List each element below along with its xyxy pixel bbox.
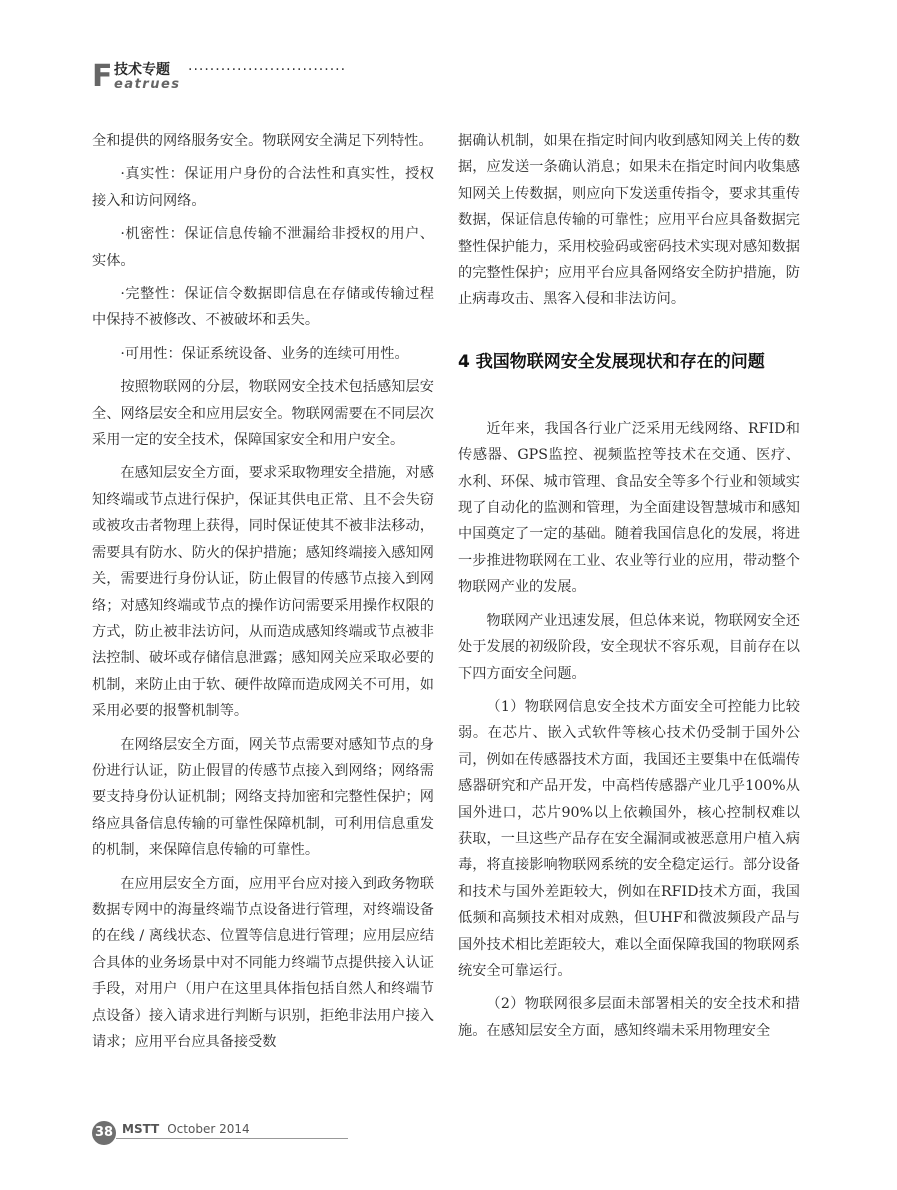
- paragraph: 按照物联网的分层，物联网安全技术包括感知层安全、网络层安全和应用层安全。物联网需要在不同层次采用一定的安全技术，保障国家安全和用户安全。: [92, 379, 434, 449]
- paragraph: 在网络层安全方面，网关节点需要对感知节点的身份进行认证，防止假冒的传感节点接入到网络；网络需要支持身份认证机制；网络支持加密和完整性保护；网络应具备信息传输的可靠性保障机制，可利用信息重发的机制，来保障信息传输的可靠性。: [92, 736, 434, 859]
- page-header: [92, 59, 412, 94]
- left-column: [92, 128, 434, 1062]
- paragraph: ·完整性：保证信令数据即信息在存储或传输过程中保持不被修改、不被破坏和丢失。: [92, 286, 434, 329]
- footer-rule: [116, 1138, 348, 1139]
- paragraph: ·可用性：保证系统设备、业务的连续可用性。: [120, 345, 409, 362]
- page-footer: [92, 1120, 347, 1150]
- paragraph: 全和提供的网络服务安全。物联网安全满足下列特性。: [92, 133, 433, 149]
- header-initial-logo: F: [92, 59, 113, 94]
- paragraph: 据确认机制，如果在指定时间内收到感知网关上传的数据，应发送一条确认消息；如果未在指定时间内收集感知网关上传数据，则应向下发送重传指令，要求其重传数据，保证信息传输的可靠性；应用平台应具备数据完整性保护能力，采用校验码或密码技术实现对感知数据的完整性保护；应用平台应具备网络安全防护措施，防止病毒攻击、黑客入侵和非法访问。: [458, 133, 800, 308]
- page-number-badge: 38: [92, 1121, 116, 1145]
- paragraph: 在应用层安全方面，应用平台应对接入到政务物联数据专网中的海量终端节点设备进行管理，对终端设备的在线 / 离线状态、位置等信息进行管理；应用层应结合具体的业务场景中对不同能力终端节点提供接入认证手段，对用户（用户在这里具体指包括自然人和终端节点设备）接入请求进行判断与识别，拒绝非法用户接入请求；应用平台应具备接受数: [92, 875, 434, 1050]
- paragraph: 在感知层安全方面，要求采取物理安全措施，对感知终端或节点进行保护，保证其供电正常、且不会失窃或被攻击者物理上获得，同时保证使其不被非法移动，需要具有防水、防火的保护措施；感知终端接入感知网关，需要进行身份认证，防止假冒的传感节点接入到网络；对感知终端或节点的操作访问需要采用操作权限的方式，防止被非法访问，从而造成感知终端或节点被非法控制、破坏或存储信息泄露；感知网关应采取必要的机制，来防止由于软、硬件故障而造成网关不可用，如采用必要的报警机制等。: [92, 465, 434, 720]
- paragraph: ·机密性：保证信息传输不泄漏给非授权的用户、实体。: [92, 226, 434, 269]
- paragraph: 近年来，我国各行业广泛采用无线网络、RFID和传感器、GPS监控、视频监控等技术在交通、医疗、水利、环保、城市管理、食品安全等多个行业和领域实现了自动化的监测和管理，为全面建设智慧城市和感知中国奠定了一定的基础。随着我国信息化的发展，将进一步推进物联网在工业、农业等行业的应用，带动整个物联网产业的发展。: [458, 420, 800, 596]
- paragraph: 物联网产业迅速发展，但总体来说，物联网安全还处于发展的初级阶段，安全现状不容乐观，目前存在以下四方面安全问题。: [458, 612, 800, 682]
- header-dot-leader: ·····························: [188, 62, 347, 78]
- section-subtitle: eatrues: [114, 77, 181, 92]
- section-heading: 4 我国物联网安全发展现状和存在的问题: [458, 351, 765, 372]
- issue-date: October 2014: [167, 1122, 250, 1136]
- paragraph: （1）物联网信息安全技术方面安全可控能力比较弱。在芯片、嵌入式软件等核心技术仍受制于国外公司，例如在传感器技术方面，我国还主要集中在低端传感器研究和产品开发，中高档传感器产业几乎100%从国外进口，芯片90%以上依赖国外，核心控制权难以获取，一旦这些产品存在安全漏洞或被恶意用户植入病毒，将直接影响物联网系统的安全稳定运行。部分设备和技术与国外差距较大，例如在RFID技术方面，我国低频和高频技术相对成熟，但UHF和微波频段产品与国外技术相比差距较大，难以全面保障我国的物联网系统安全可靠运行。: [458, 698, 800, 979]
- paragraph: ·真实性：保证用户身份的合法性和真实性，授权接入和访问网络。: [92, 166, 434, 209]
- paragraph: （2）物联网很多层面未部署相关的安全技术和措施。在感知层安全方面，感知终端未采用物理安全: [458, 996, 800, 1039]
- right-column: [458, 128, 800, 1051]
- journal-name: MSTT: [122, 1122, 160, 1136]
- journal-info: [122, 1122, 250, 1136]
- section-title: 技术专题: [114, 62, 170, 78]
